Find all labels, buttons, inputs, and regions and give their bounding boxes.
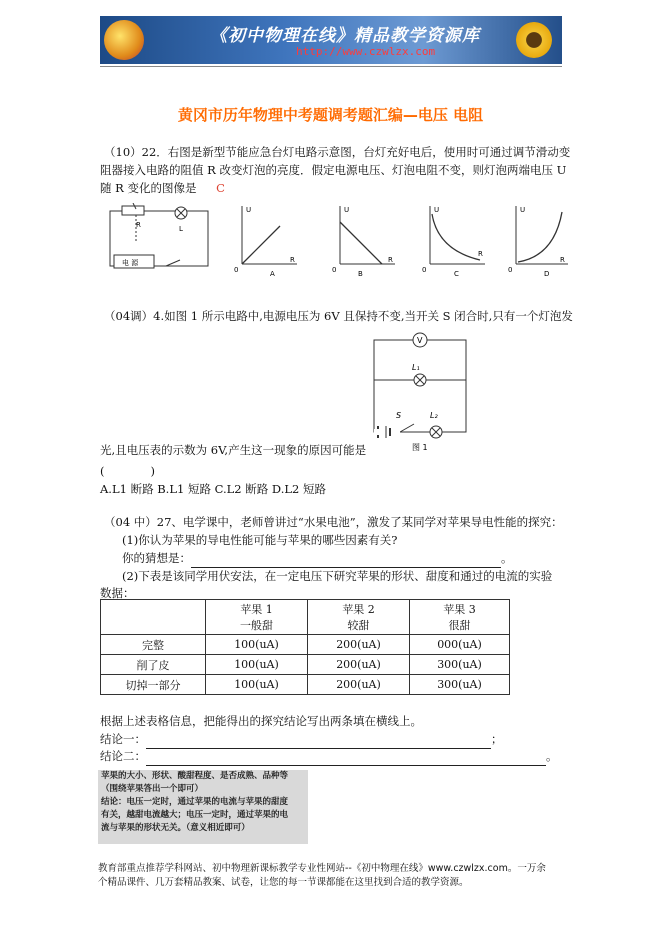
graph-a [234, 206, 297, 278]
table-cell: 100(uA) [206, 655, 308, 675]
answer-line: 苹果的大小、形状、酸甜程度、是否成熟、品种等 [101, 771, 289, 781]
q1-line2: 阻器接入电路的阻值 R 改变灯泡的亮度．假定电源电压、灯泡电阻不变，则灯泡两端电压 U [100, 163, 567, 177]
graph-c [422, 206, 485, 278]
graph-a-u: U [246, 206, 252, 214]
header-2-sweet: 较甜 [347, 619, 370, 632]
table-row [101, 655, 510, 675]
header-3-sweet: 很甜 [448, 619, 471, 632]
graph-b-u: U [344, 206, 350, 214]
graph-b-origin: 0 [332, 266, 337, 274]
q3-line1: （04 中）27、电学课中，老师曾讲过“水果电池”，激发了某同学对苹果导电性能的探究： [104, 515, 563, 529]
graph-d [508, 206, 568, 278]
conclusion-2-end: 。 [546, 749, 558, 763]
guess-end: 。 [501, 551, 513, 565]
header-1-name: 苹果 1 [240, 603, 273, 616]
table-header-2 [308, 600, 410, 635]
graph-b [332, 206, 395, 278]
graph-d-label: D [544, 270, 550, 278]
row-label: 削了皮 [101, 655, 206, 675]
banner-title: 《初中物理在线》精品教学资源库 [210, 26, 480, 46]
graph-c-u: U [434, 206, 440, 214]
conclusion-1-label: 结论一： [100, 732, 146, 746]
header-3-name: 苹果 3 [443, 603, 476, 616]
q2-options: A.L1 断路 B.L1 短路 C.L2 断路 D.L2 短路 [100, 482, 326, 496]
figure-label-l1: L₁ [412, 363, 420, 372]
q1-line3-text: 随 R 变化的图像是 [100, 181, 197, 195]
q2-paren: ( ) [100, 464, 155, 478]
table-corner [101, 600, 206, 635]
header-2-name: 苹果 2 [342, 603, 375, 616]
answer-line: 流与苹果的形状无关。（意义相近即可） [101, 823, 250, 833]
q1-circuit-figure [106, 203, 214, 273]
conclusion-2-label: 结论二： [100, 749, 146, 763]
q3-sub1: (1)你认为苹果的导电性能可能与苹果的哪些因素有关? [122, 533, 398, 547]
site-logo [104, 20, 144, 60]
graph-d-origin: 0 [508, 266, 513, 274]
guess-label: 你的猜想是： [122, 551, 191, 565]
q1-line3 [100, 178, 225, 198]
q1-graphs [232, 200, 572, 280]
table-cell: 100(uA) [206, 635, 308, 655]
table-header-row [101, 600, 510, 635]
table-cell: 200(uA) [308, 675, 410, 695]
conclusion-2-row [100, 746, 558, 766]
table-row [101, 675, 510, 695]
sunflower-icon [516, 22, 552, 58]
figure-label-v: V [417, 336, 423, 345]
figure-label-s: S [396, 411, 402, 420]
graph-a-r: R [290, 256, 295, 264]
divider [100, 66, 562, 67]
banner-url[interactable]: http://www.czwlzx.com [296, 45, 436, 58]
figure-caption: 图 1 [412, 443, 428, 452]
table-cell: 200(uA) [308, 655, 410, 675]
row-label: 切掉一部分 [101, 675, 206, 695]
site-banner [100, 16, 562, 64]
table-cell: 300(uA) [410, 655, 510, 675]
conclusion-2-blank[interactable] [146, 751, 546, 766]
q2-line2: 光,且电压表的示数为 6V,产生这一现象的原因可能是 [100, 443, 367, 457]
table-cell: 100(uA) [206, 675, 308, 695]
answer-line: （围绕苹果答出一个即可） [101, 784, 204, 794]
circuit-label-l: L [179, 225, 183, 233]
table-cell: 200(uA) [308, 635, 410, 655]
q1-answer: C [216, 181, 225, 195]
q2-circuit-figure [368, 326, 474, 452]
table-cell: 300(uA) [410, 675, 510, 695]
answer-image [98, 770, 308, 844]
table-cell: 000(uA) [410, 635, 510, 655]
graph-c-r: R [478, 250, 483, 258]
q3-sub2b: 数据： [100, 586, 135, 600]
graph-d-r: R [560, 256, 565, 264]
q1-line1: （10）22．右图是新型节能应急台灯电路示意图，台灯充好电后，使用时可通过调节滑动变 [104, 145, 571, 159]
conclusion-1-end: ； [491, 732, 503, 746]
graph-d-u: U [520, 206, 526, 214]
graph-a-origin: 0 [234, 266, 239, 274]
table-row [101, 635, 510, 655]
graph-c-label: C [454, 270, 459, 278]
graph-a-label: A [270, 270, 275, 278]
graph-c-origin: 0 [422, 266, 427, 274]
graph-b-r: R [388, 256, 393, 264]
footer [98, 862, 568, 890]
answer-line: 结论：电压一定时，通过苹果的电流与苹果的甜度 [101, 797, 289, 807]
conclusion-intro: 根据上述表格信息，把能得出的探究结论写出两条填在横线上。 [100, 714, 422, 728]
data-table [100, 599, 510, 695]
circuit-label-r: R [136, 221, 141, 229]
q3-sub2: (2)下表是该同学用伏安法，在一定电压下研究苹果的形状、甜度和通过的电流的实验 [122, 569, 553, 583]
figure-label-l2: L₂ [430, 411, 438, 420]
circuit-label-power: 电 源 [122, 259, 139, 267]
row-label: 完整 [101, 635, 206, 655]
footer-line1: 教育部重点推荐学科网站、初中物理新课标教学专业性网站--《初中物理在线》www.czwlzx.com。一万余 [98, 863, 546, 874]
page-title: 黄冈市历年物理中考题调考题汇编—电压 电阻 [177, 106, 484, 124]
answer-line: 有关，越甜电流越大；电压一定时，通过苹果的电 [101, 810, 289, 820]
header-1-sweet: 一般甜 [240, 619, 273, 632]
footer-line2: 个精品课件、几万套精品教案、试卷，让您的每一节课都能在这里找到合适的教学资源。 [98, 877, 469, 888]
q3-guess-row [122, 548, 513, 568]
q2-line1: （04调）4.如图 1 所示电路中,电源电压为 6V 且保持不变,当开关 S 闭合时,只有一个灯泡发 [104, 309, 573, 323]
graph-b-label: B [358, 270, 363, 278]
table-header-1 [206, 600, 308, 635]
table-header-3 [410, 600, 510, 635]
